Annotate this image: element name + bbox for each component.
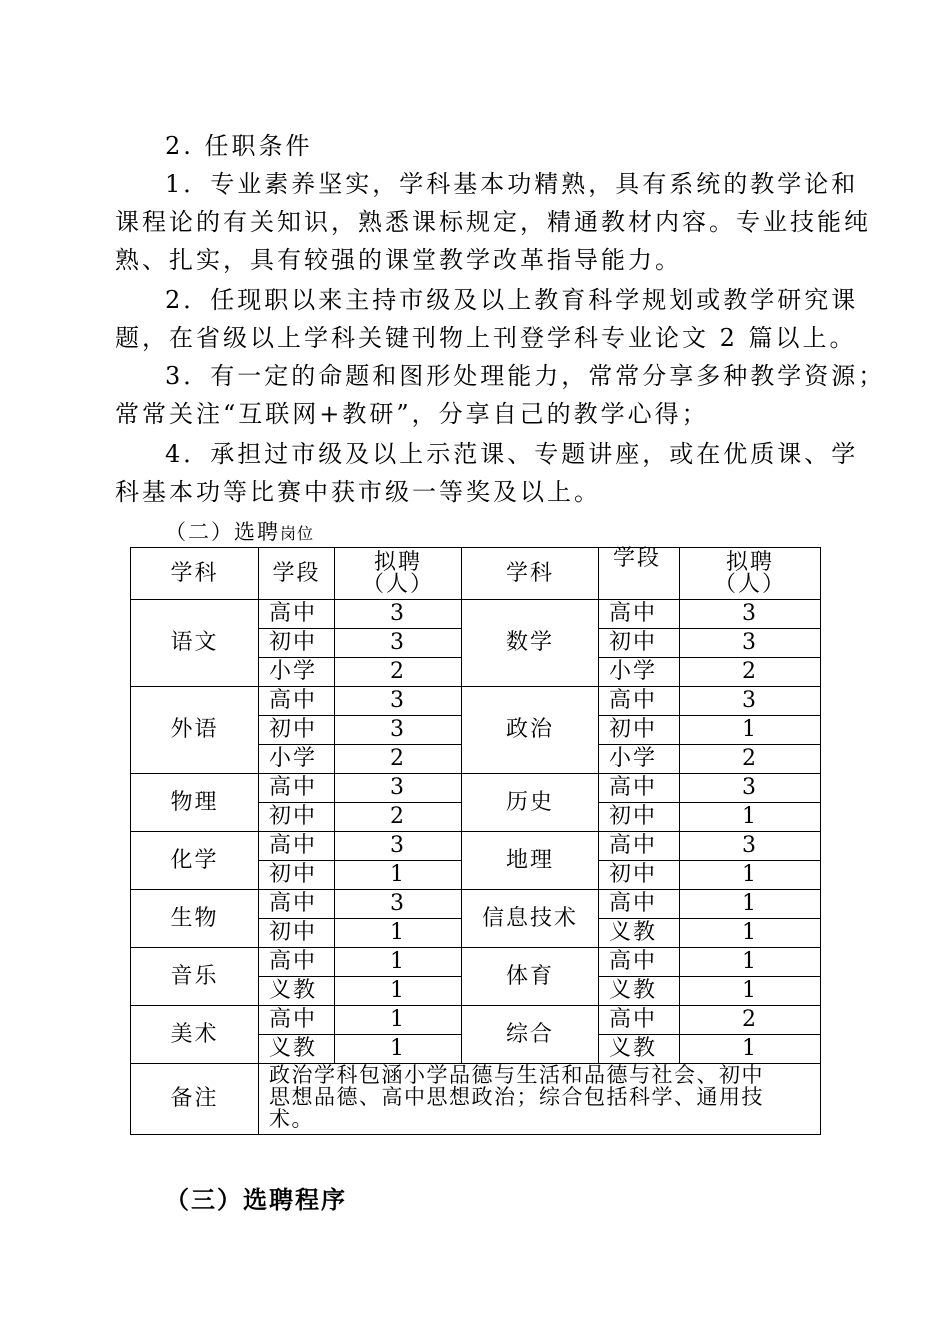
subject-cell-2: 政治 (462, 687, 599, 774)
count-cell-2: 2 (680, 658, 821, 687)
condition-1-line-3: 熟、扎实，具有较强的课堂教学改革指导能力。 (115, 246, 682, 274)
count-cell-2: 3 (680, 832, 821, 861)
level-cell: 小学 (259, 658, 335, 687)
subject-cell-2: 数学 (462, 600, 599, 687)
count-cell: 1 (335, 919, 462, 948)
level-cell: 高中 (259, 600, 335, 629)
count-cell: 3 (335, 774, 462, 803)
table-row (131, 890, 821, 919)
table-row (131, 948, 821, 977)
table-row (131, 832, 821, 861)
table-row (131, 774, 821, 803)
level-cell-2: 高中 (599, 774, 680, 803)
subject-cell-2: 信息技术 (462, 890, 599, 948)
level-cell: 义教 (259, 977, 335, 1006)
count-cell: 3 (335, 716, 462, 745)
level-cell-2: 初中 (599, 716, 680, 745)
count-cell-2: 3 (680, 600, 821, 629)
header-quota (335, 548, 462, 600)
subject-cell-2: 历史 (462, 774, 599, 832)
condition-4-line-2: 科基本功等比赛中获市级一等奖及以上。 (115, 478, 601, 506)
level-cell-2: 高中 (599, 890, 680, 919)
header-quota-2-line2: （人） (713, 571, 786, 597)
level-cell-2: 高中 (599, 687, 680, 716)
condition-3-line-1: 3．有一定的命题和图形处理能力，常常分享多种教学资源； (165, 362, 886, 390)
level-cell-2: 初中 (599, 629, 680, 658)
header-quota-line1: 拟聘 (373, 549, 422, 575)
level-cell: 高中 (259, 890, 335, 919)
level-cell: 初中 (259, 716, 335, 745)
header-level: 学段 (259, 548, 335, 600)
table-header-row (131, 548, 821, 600)
count-cell: 3 (335, 600, 462, 629)
count-cell-2: 3 (680, 629, 821, 658)
subject-cell-2: 综合 (462, 1006, 599, 1064)
condition-2-line-2: 题，在省级以上学科关键刊物上刊登学科专业论文 2 篇以上。 (115, 324, 857, 352)
note-line-3: 术。 (269, 1107, 314, 1131)
subject-cell-2: 地理 (462, 832, 599, 890)
condition-2-line-1: 2．任现职以来主持市级及以上教育科学规划或教学研究课 (165, 286, 859, 314)
level-cell: 初中 (259, 629, 335, 658)
note-line-2: 思想品德、高中思想政治；综合包括科学、通用技 (269, 1085, 764, 1109)
positions-heading-small: 岗位 (280, 524, 315, 543)
header-quota-2 (680, 548, 821, 600)
count-cell-2: 1 (680, 890, 821, 919)
count-cell-2: 1 (680, 1035, 821, 1064)
count-cell: 1 (335, 977, 462, 1006)
count-cell: 2 (335, 803, 462, 832)
table-body (131, 600, 821, 1064)
count-cell: 1 (335, 1035, 462, 1064)
note-label: 备注 (131, 1064, 259, 1135)
count-cell: 1 (335, 1006, 462, 1035)
level-cell-2: 高中 (599, 1006, 680, 1035)
level-cell: 高中 (259, 832, 335, 861)
positions-heading (165, 516, 314, 550)
level-cell-2: 高中 (599, 948, 680, 977)
level-cell: 初中 (259, 803, 335, 832)
count-cell-2: 1 (680, 948, 821, 977)
table-row (131, 687, 821, 716)
count-cell-2: 1 (680, 919, 821, 948)
subject-cell: 生物 (131, 890, 259, 948)
level-cell-2: 高中 (599, 832, 680, 861)
subject-cell-2: 体育 (462, 948, 599, 1006)
level-cell: 小学 (259, 745, 335, 774)
header-quota-line2: （人） (361, 571, 434, 597)
count-cell: 3 (335, 832, 462, 861)
table-row (131, 600, 821, 629)
subject-cell: 美术 (131, 1006, 259, 1064)
level-cell: 初中 (259, 861, 335, 890)
level-cell-2: 义教 (599, 977, 680, 1006)
count-cell-2: 2 (680, 1006, 821, 1035)
level-cell: 高中 (259, 687, 335, 716)
count-cell: 3 (335, 687, 462, 716)
subject-cell: 音乐 (131, 948, 259, 1006)
condition-3-line-2: 常常关注“互联网+教研”，分享自己的教学心得； (115, 400, 709, 428)
note-row (131, 1064, 821, 1135)
subject-cell: 外语 (131, 687, 259, 774)
condition-1-line-1: 1．专业素养坚实，学科基本功精熟，具有系统的教学论和 (165, 170, 859, 198)
count-cell: 3 (335, 890, 462, 919)
condition-4-line-1: 4．承担过市级及以上示范课、专题讲座，或在优质课、学 (165, 440, 859, 468)
count-cell-2: 2 (680, 745, 821, 774)
header-level-2: 学段 (599, 548, 680, 600)
count-cell: 2 (335, 658, 462, 687)
table-row (131, 1006, 821, 1035)
level-cell: 义教 (259, 1035, 335, 1064)
count-cell: 1 (335, 861, 462, 890)
level-cell-2: 义教 (599, 919, 680, 948)
count-cell-2: 1 (680, 861, 821, 890)
header-quota-2-line1: 拟聘 (725, 549, 774, 575)
count-cell-2: 3 (680, 687, 821, 716)
note-line-1: 政治学科包涵小学品德与生活和品德与社会、初中 (269, 1063, 764, 1087)
level-cell-2: 小学 (599, 658, 680, 687)
note-text (259, 1064, 821, 1135)
level-cell-2: 初中 (599, 803, 680, 832)
level-cell: 初中 (259, 919, 335, 948)
header-subject-2: 学科 (462, 548, 599, 600)
procedure-heading: （三）选聘程序 (165, 1185, 347, 1214)
subject-cell: 语文 (131, 600, 259, 687)
condition-1-line-2: 课程论的有关知识，熟悉课标规定，精通教材内容。专业技能纯 (115, 208, 871, 236)
positions-heading-main: （二）选聘 (165, 520, 280, 544)
positions-table (130, 547, 821, 1135)
count-cell: 1 (335, 948, 462, 977)
subject-cell: 化学 (131, 832, 259, 890)
count-cell-2: 3 (680, 774, 821, 803)
level-cell-2: 小学 (599, 745, 680, 774)
header-subject: 学科 (131, 548, 259, 600)
subject-cell: 物理 (131, 774, 259, 832)
level-cell-2: 高中 (599, 600, 680, 629)
level-cell: 高中 (259, 1006, 335, 1035)
count-cell-2: 1 (680, 803, 821, 832)
level-cell-2: 初中 (599, 861, 680, 890)
level-cell-2: 义教 (599, 1035, 680, 1064)
count-cell-2: 1 (680, 716, 821, 745)
count-cell: 2 (335, 745, 462, 774)
count-cell: 3 (335, 629, 462, 658)
count-cell-2: 1 (680, 977, 821, 1006)
level-cell: 高中 (259, 948, 335, 977)
conditions-heading: 2. 任职条件 (165, 132, 313, 160)
level-cell: 高中 (259, 774, 335, 803)
